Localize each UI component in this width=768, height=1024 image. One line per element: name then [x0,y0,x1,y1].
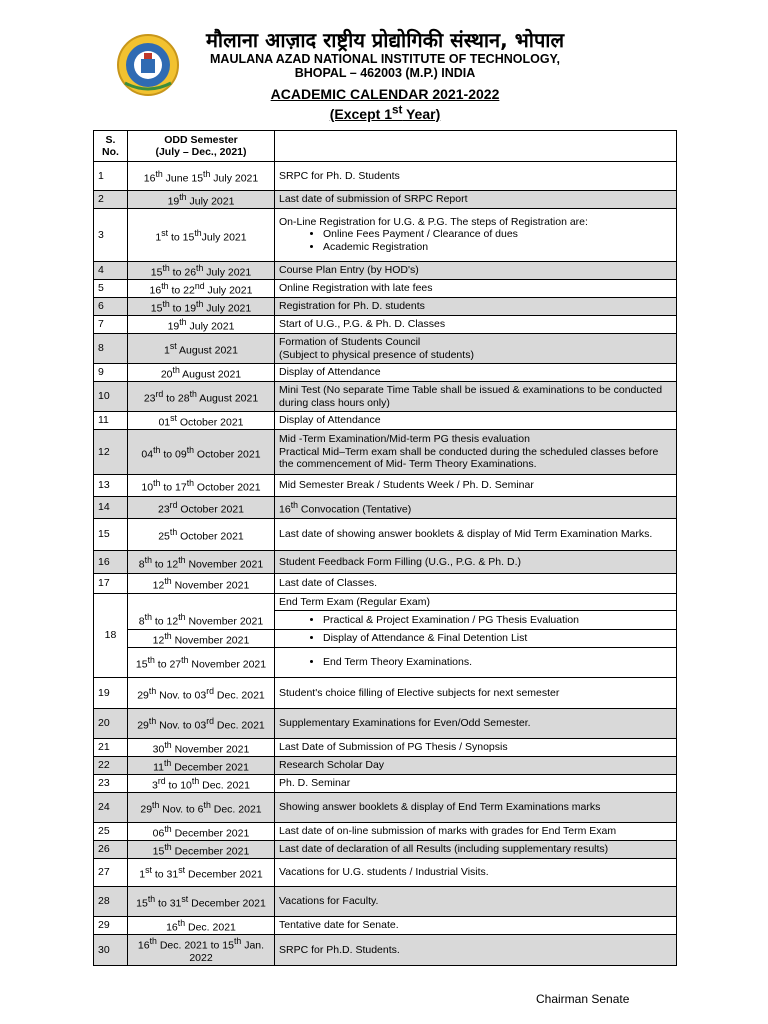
row-event [275,917,677,935]
column-header-semester: ODD Semester (July – Dec., 2021) [128,131,275,162]
row-event [275,382,677,412]
event-text: Vacations for Faculty. [279,895,379,908]
event-text: Mini Test (No separate Time Table shall be issued & examinations to be conducted during class hours only) [279,384,663,409]
row-event [275,935,677,966]
calendar-heading [190,86,580,122]
row-number: 4 [94,262,128,280]
table-row [94,739,677,757]
row-event [275,162,677,191]
row-date: 15th to 19th July 2021 [128,298,275,316]
row-number: 11 [94,412,128,430]
row-event [275,887,677,917]
event-text: Last date of showing answer booklets & display of Mid Term Examination Marks. [279,528,653,541]
event-text: Last Date of Submission of PG Thesis / Synopsis [279,741,508,754]
row-event [275,430,677,475]
row-event: End Term Exam (Regular Exam) [275,594,677,611]
calendar-title: ACADEMIC CALENDAR 2021-2022 [270,86,500,102]
row-event [275,793,677,823]
event-text: Course Plan Entry (by HOD's) [279,264,419,277]
row-event [275,859,677,887]
row-number: 16 [94,551,128,574]
table-row [94,917,677,935]
table-row [94,757,677,775]
row-event [275,209,677,262]
institute-name [190,52,580,80]
row-event [275,412,677,430]
row-date: 16th June 15th July 2021 [128,162,275,191]
event-text: Start of U.G., P.G. & Ph. D. Classes [279,318,446,331]
row-event [275,519,677,551]
event-text: Online Registration with late fees [279,282,433,295]
event-text: SRPC for Ph.D. Students. [279,943,400,956]
row-number: 3 [94,209,128,262]
row-date: 1st to 15thJuly 2021 [128,209,275,262]
column-header-event [275,131,677,162]
table-subrow [94,611,677,630]
row-event [275,262,677,280]
calendar-subtitle: (Except 1st Year) [329,103,441,122]
event-text: Vacations for U.G. students / Industrial Visits. [279,866,489,879]
row-event [275,823,677,841]
row-date: 29th Nov. to 03rd Dec. 2021 [128,678,275,709]
row-event [275,678,677,709]
event-text: Last date of Classes. [279,577,378,590]
event-text: 16th Convocation (Tentative) [279,500,412,516]
event-text-2: Practical Mid–Term exam shall be conducted during the scheduled classes before the commencement of Mid- Term Theory Examinations. [279,445,659,471]
row-date: 12th November 2021 [128,574,275,594]
row-date: 20th August 2021 [128,364,275,382]
event-text: Ph. D. Seminar [279,777,351,790]
row-date: 16th Dec. 2021 to 15th Jan. 2022 [128,935,275,966]
row-date: 04th to 09th October 2021 [128,430,275,475]
event-text: Mid Semester Break / Students Week / Ph. D. Seminar [279,479,534,492]
table-row [94,412,677,430]
institute-line1: MAULANA AZAD NATIONAL INSTITUTE OF TECHNOLOGY, [210,52,560,66]
row-date: 23rd to 28th August 2021 [128,382,275,412]
table-row [94,678,677,709]
hindi-institute-name: मौलाना आज़ाद राष्ट्रीय प्रोद्योगिकी संस्थान, भोपाल [205,28,565,52]
table-row [94,334,677,364]
table-row [94,519,677,551]
row-number: 29 [94,917,128,935]
row-number: 10 [94,382,128,412]
row-number: 14 [94,497,128,519]
row-number: 21 [94,739,128,757]
row-number: 18 [94,594,128,678]
row-number: 24 [94,793,128,823]
row-date: 12th November 2021 [128,630,275,648]
row-number: 13 [94,475,128,497]
row-event [275,841,677,859]
event-text: Research Scholar Day [279,759,385,772]
event-text: Student's choice filling of Elective subjects for next semester [279,686,560,699]
table-row [94,793,677,823]
bullet-item: • End Term Theory Examinations. [323,656,672,669]
row-number: 28 [94,887,128,917]
row-number: 30 [94,935,128,966]
event-text: Display of Attendance [279,366,381,379]
row-date: 25th October 2021 [128,519,275,551]
event-text: Last date of declaration of all Results (including supplementary results) [279,843,609,856]
event-bullets [279,228,672,254]
row-event [275,574,677,594]
row-number: 6 [94,298,128,316]
row-date: 3rd to 10th Dec. 2021 [128,775,275,793]
row-event [275,497,677,519]
row-date: 10th to 17th October 2021 [128,475,275,497]
table-row [94,209,677,262]
row-number: 23 [94,775,128,793]
event-text: Last date of on-line submission of marks with grades for End Term Exam [279,825,617,838]
row-date: 01st October 2021 [128,412,275,430]
row-date: 23rd October 2021 [128,497,275,519]
row-date: 1st to 31st December 2021 [128,859,275,887]
table-row [94,497,677,519]
bullet-item: • Practical & Project Examination / PG Thesis Evaluation [323,614,672,627]
row-number: 19 [94,678,128,709]
row-date: 16th Dec. 2021 [128,917,275,935]
row-date: 1st August 2021 [128,334,275,364]
event-text: Supplementary Examinations for Even/Odd Semester. [279,717,531,730]
table-row [94,775,677,793]
row-event [275,364,677,382]
row-number: 20 [94,709,128,739]
row-date: 8th to 12th November 2021 [128,611,275,630]
event-text: Showing answer booklets & display of End Term Examinations marks [279,801,601,814]
table-row [94,887,677,917]
table-row [94,594,677,611]
table-row [94,475,677,497]
row-date: 15th to 27th November 2021 [128,648,275,678]
event-text: Student Feedback Form Filling (U.G., P.G. & Ph. D.) [279,555,521,568]
column-header-sno: S. No. [94,131,128,162]
row-date: 11th December 2021 [128,757,275,775]
row-date: 29th Nov. to 6th Dec. 2021 [128,793,275,823]
row-date: 19th July 2021 [128,191,275,209]
institute-line2: BHOPAL – 462003 (M.P.) INDIA [294,66,476,80]
signature-label: Chairman Senate [536,992,630,1006]
event-text: Mid -Term Examination/Mid-term PG thesis evaluation [279,433,530,446]
table-subrow [94,630,677,648]
row-event [275,551,677,574]
table-row [94,191,677,209]
event-text: Registration for Ph. D. students [279,300,425,313]
row-event [275,611,677,630]
event-text: SRPC for Ph. D. Students [279,169,400,182]
event-text: Formation of Students Council [279,336,421,348]
row-date: 15th to 26th July 2021 [128,262,275,280]
row-number: 8 [94,334,128,364]
table-row [94,298,677,316]
row-date: 30th November 2021 [128,739,275,757]
row-event [275,191,677,209]
row-event [275,475,677,497]
row-event [275,334,677,364]
event-text: On-Line Registration for U.G. & P.G. The steps of Registration are: [279,215,588,228]
row-number: 5 [94,280,128,298]
row-number: 25 [94,823,128,841]
calendar-body [94,162,677,966]
table-row [94,280,677,298]
row-date: 06th December 2021 [128,823,275,841]
table-row [94,935,677,966]
row-number: 12 [94,430,128,475]
row-number: 7 [94,316,128,334]
row-number: 17 [94,574,128,594]
institute-logo [117,33,179,97]
table-row [94,316,677,334]
row-event [275,775,677,793]
row-event [275,739,677,757]
table-row [94,262,677,280]
table-row [94,709,677,739]
table-row [94,841,677,859]
row-event [275,757,677,775]
row-date [128,594,275,611]
row-event [275,709,677,739]
row-number: 9 [94,364,128,382]
table-row [94,823,677,841]
row-number: 1 [94,162,128,191]
row-date: 19th July 2021 [128,316,275,334]
table-row [94,551,677,574]
table-row [94,162,677,191]
row-number: 15 [94,519,128,551]
table-row [94,574,677,594]
event-text: Last date of submission of SRPC Report [279,193,468,206]
bullet-item: • Academic Registration [323,241,672,254]
event-text: Tentative date for Senate. [279,919,399,932]
academic-calendar-table [93,130,677,966]
table-row [94,430,677,475]
table-subrow [94,648,677,678]
row-event [275,630,677,648]
row-number: 27 [94,859,128,887]
row-date: 16th to 22nd July 2021 [128,280,275,298]
table-row [94,382,677,412]
institute-seal-icon [117,33,179,97]
bullet-item: • Online Fees Payment / Clearance of dues [323,228,672,241]
row-event [275,280,677,298]
row-date: 8th to 12th November 2021 [128,551,275,574]
row-date: 29th Nov. to 03rd Dec. 2021 [128,709,275,739]
event-text-2: (Subject to physical presence of students) [279,348,474,361]
row-event [275,648,677,678]
row-event [275,316,677,334]
row-event [275,298,677,316]
table-row [94,859,677,887]
bullet-item: • Display of Attendance & Final Detention List [323,632,672,645]
row-date: 15th to 31st December 2021 [128,887,275,917]
table-row [94,364,677,382]
event-text: Display of Attendance [279,414,381,427]
row-number: 26 [94,841,128,859]
row-number: 2 [94,191,128,209]
row-date: 15th December 2021 [128,841,275,859]
row-number: 22 [94,757,128,775]
